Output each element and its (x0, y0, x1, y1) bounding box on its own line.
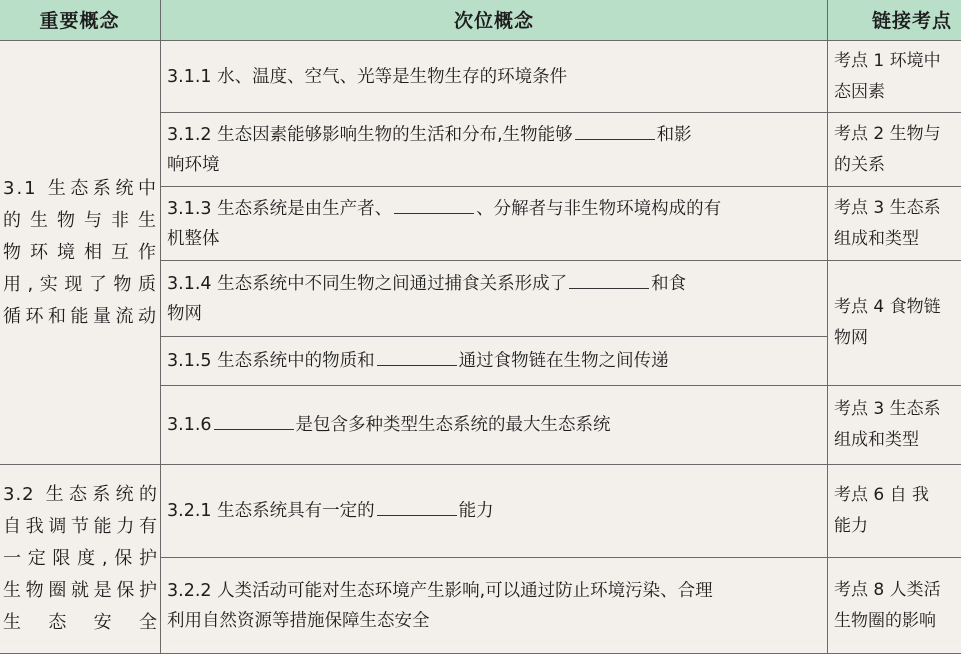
sub-concept-text: 、分解者与非生物环境构成的有 (476, 199, 721, 219)
exam-point-line: 的关系 (834, 150, 961, 181)
sub-concept-text: 通过食物链在生物之间传递 (459, 351, 669, 371)
table-header-row (0, 0, 961, 41)
fill-in-blank (377, 349, 457, 366)
exam-point-line: 物网 (834, 323, 961, 354)
exam-point-line: 组成和类型 (834, 425, 961, 456)
header-important-concept: 重要概念 (0, 0, 161, 41)
main-concept-line: 一定限度,保护 (3, 543, 158, 575)
main-concept-line: 自我调节能力有 (3, 511, 158, 543)
exam-point-line: 考点 2 生物与 (834, 119, 961, 150)
table-row (0, 41, 961, 113)
sub-concept-text: 3.2.2 人类活动可能对生态环境产生影响,可以通过防止环境污染、合理 (167, 581, 713, 601)
sub-concept-text: 3.1.5 生态系统中的物质和 (167, 351, 375, 371)
fill-in-blank (214, 413, 294, 430)
exam-point-line: 考点 8 人类活 (834, 575, 961, 606)
exam-point-line: 态因素 (834, 77, 961, 108)
sub-concept-cell (161, 337, 828, 386)
sub-concept-text: 能力 (459, 501, 494, 521)
exam-point-line: 考点 3 生态系 (834, 193, 961, 224)
main-concept-line: 的生物与非生 (3, 205, 158, 237)
fill-in-blank (377, 499, 457, 516)
exam-point-line: 组成和类型 (834, 224, 961, 255)
main-concept-line: 生物圈就是保护 (3, 575, 158, 607)
exam-point-line: 考点 4 食物链 (834, 292, 961, 323)
sub-concept-cell (161, 187, 828, 261)
exam-point-line: 考点 6 自 我 (834, 480, 961, 511)
exam-point-cell (828, 386, 961, 465)
exam-point-cell (828, 187, 961, 261)
sub-concept-cell (161, 465, 828, 558)
sub-concept-text: 3.1.6 (167, 415, 212, 435)
table-row (0, 465, 961, 558)
main-concept-line: 循环和能量流动 (3, 301, 158, 333)
sub-concept-cell (161, 113, 828, 187)
exam-point-cell (828, 261, 961, 386)
sub-concept-text: 3.1.4 生态系统中不同生物之间通过捕食关系形成了 (167, 274, 567, 294)
exam-point-line: 考点 3 生态系 (834, 394, 961, 425)
exam-point-line: 考点 1 环境中 (834, 46, 961, 77)
main-concept-line: 3.1 生态系统中 (3, 173, 158, 205)
main-concept-line: 用,实现了物质 (3, 269, 158, 301)
sub-concept-text: 和食 (651, 274, 686, 294)
fill-in-blank (575, 123, 655, 140)
sub-concept-cell (161, 261, 828, 337)
sub-concept-text: 是包含多种类型生态系统的最大生态系统 (296, 415, 611, 435)
sub-concept-text: 3.1.2 生态因素能够影响生物的生活和分布,生物能够 (167, 125, 573, 145)
sub-concept-text: 利用自然资源等措施保障生态安全 (167, 611, 430, 631)
fill-in-blank (394, 197, 474, 214)
sub-concept-text: 响环境 (167, 155, 220, 175)
exam-point-line: 能力 (834, 511, 961, 542)
sub-concept-text: 3.1.1 水、温度、空气、光等是生物生存的环境条件 (167, 67, 567, 87)
exam-point-cell (828, 465, 961, 558)
sub-concept-text: 物网 (167, 304, 202, 324)
main-concept-line: 3.2 生态系统的 (3, 479, 158, 511)
main-concept-cell (0, 41, 161, 465)
sub-concept-text: 和影 (657, 125, 692, 145)
header-linked-exam-point: 链接考点 (828, 0, 961, 41)
sub-concept-text: 3.2.1 生态系统具有一定的 (167, 501, 375, 521)
main-concept-line: 生态安全 (3, 607, 158, 639)
exam-point-line: 生物圈的影响 (834, 606, 961, 637)
main-concept-line: 物环境相互作 (3, 237, 158, 269)
sub-concept-cell (161, 386, 828, 465)
exam-point-cell (828, 558, 961, 654)
sub-concept-text: 3.1.3 生态系统是由生产者、 (167, 199, 392, 219)
exam-point-cell (828, 41, 961, 113)
sub-concept-text: 机整体 (167, 229, 220, 249)
main-concept-cell (0, 465, 161, 654)
fill-in-blank (569, 272, 649, 289)
sub-concept-cell (161, 41, 828, 113)
sub-concept-cell (161, 558, 828, 654)
header-sub-concept: 次位概念 (161, 0, 828, 41)
exam-point-cell (828, 113, 961, 187)
